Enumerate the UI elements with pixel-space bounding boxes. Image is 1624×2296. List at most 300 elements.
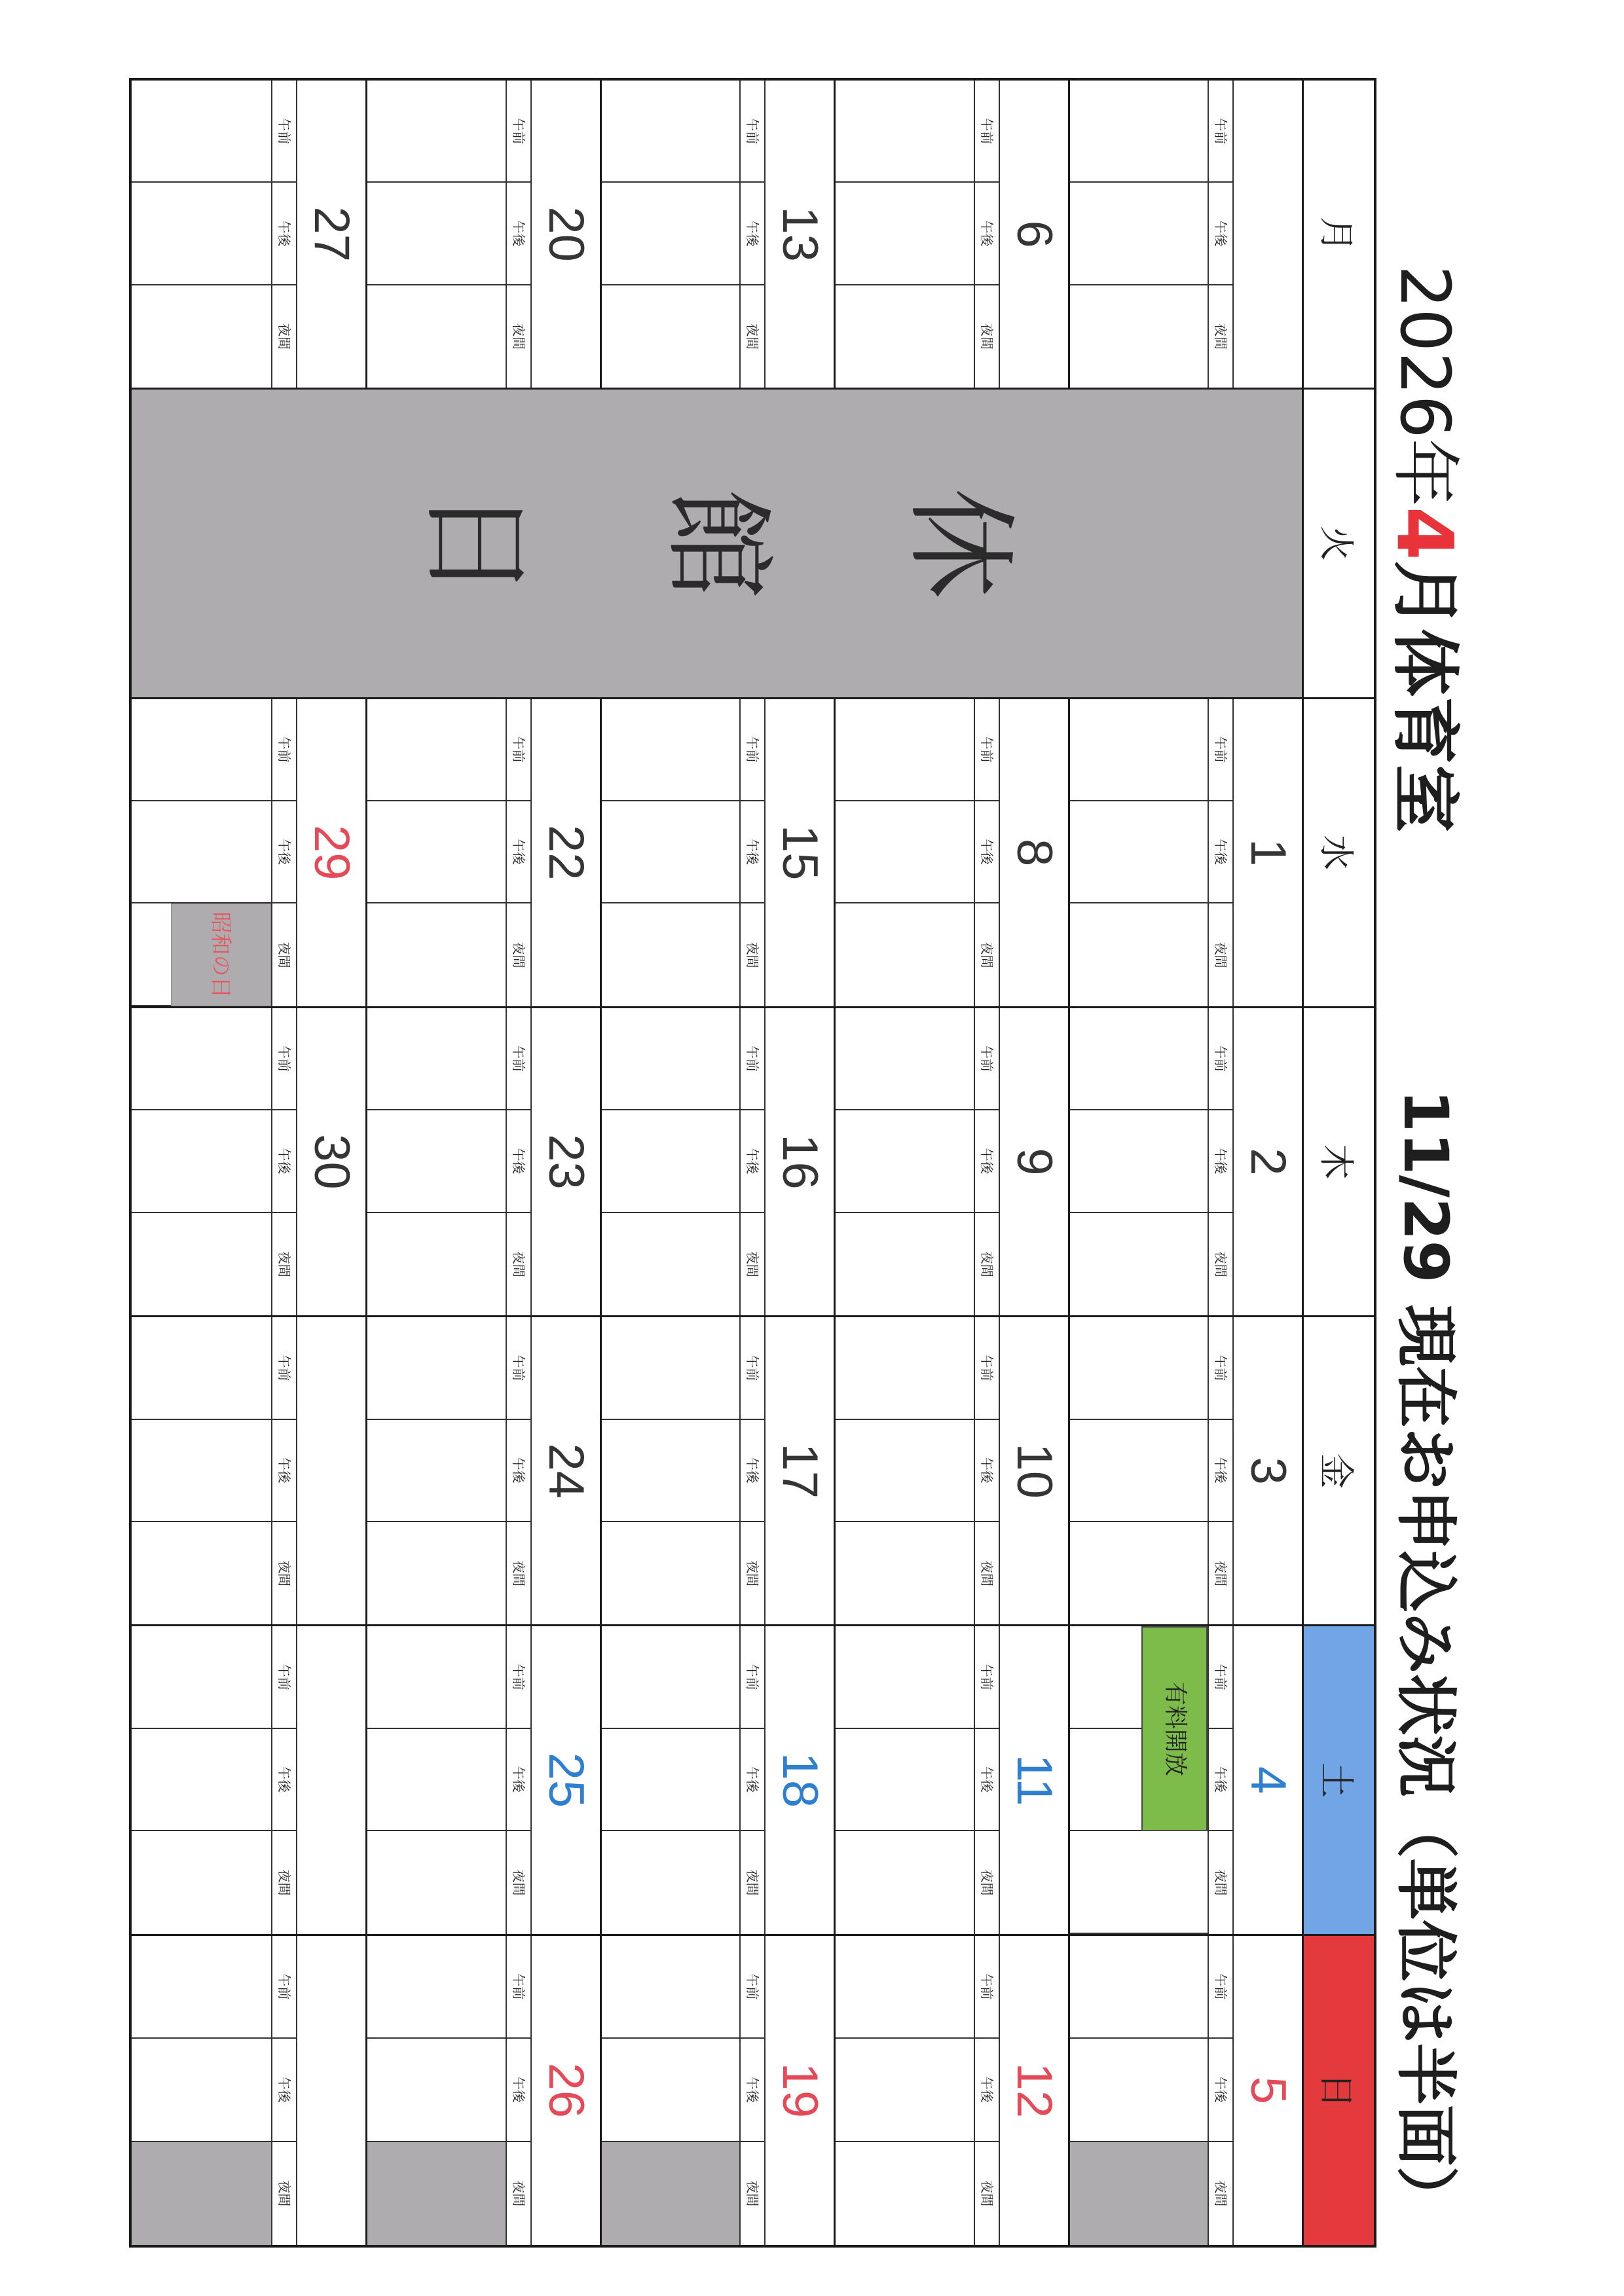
day-cell (365, 81, 599, 390)
slot-cell (836, 903, 973, 1006)
slot-grid (367, 1936, 505, 2245)
slot-cell (602, 1729, 739, 1831)
slot-cell (1070, 1420, 1208, 1522)
slot-label: 午前 (741, 1936, 764, 2039)
slot-grid (602, 1626, 739, 1933)
slot-cell (836, 699, 973, 801)
slot-label-row (271, 699, 297, 1006)
slot-cell (367, 2039, 505, 2141)
slot-label: 午前 (1209, 81, 1232, 183)
slot-grid (132, 1008, 271, 1315)
slot-label: 午後 (741, 183, 764, 285)
slot-cell (836, 1522, 973, 1624)
slot-label: 午前 (741, 1626, 764, 1728)
slot-cell (132, 2039, 271, 2141)
slot-label-row (1208, 1317, 1234, 1624)
slot-grid (367, 1008, 505, 1315)
slot-cell (367, 183, 505, 285)
slot-label: 午前 (272, 1936, 296, 2039)
slot-cell (602, 183, 739, 285)
slot-grid (602, 699, 739, 1006)
slot-label: 夜間 (978, 1869, 995, 1896)
slot-grid (367, 1626, 505, 1933)
slot-label: 午前 (975, 699, 999, 801)
slot-cell (602, 903, 739, 1006)
slot-cell (602, 1626, 739, 1728)
slot-label: 夜間 (745, 941, 761, 968)
slot-label: 午前 (507, 1936, 530, 2039)
day-cell (132, 1008, 365, 1317)
slot-label: 午後 (1209, 1729, 1232, 1831)
day-cell (600, 1317, 834, 1626)
slot-label: 午前 (741, 1317, 764, 1419)
day-cell (834, 1317, 1067, 1626)
slot-label: 午後 (272, 183, 296, 285)
slot-label-row (739, 1936, 766, 2245)
day-number: 20 (538, 206, 594, 262)
title-year: 2026年 (1385, 265, 1465, 507)
slot-label: 午後 (272, 2039, 296, 2141)
closed-day-char: 館 (652, 487, 782, 599)
slot-cell (132, 1110, 271, 1212)
slot-label: 夜間 (745, 1250, 761, 1277)
slot-cell (132, 1213, 271, 1315)
slot-label: 午後 (507, 2039, 530, 2141)
slot-label: 夜間 (510, 1560, 526, 1587)
day-cell (1068, 1317, 1302, 1626)
slot-label-row (974, 1008, 1000, 1315)
slot-label: 夜間 (978, 941, 995, 968)
slot-cell (836, 1831, 973, 1933)
slot-label: 午前 (975, 1008, 999, 1110)
day-cell (132, 1626, 365, 1935)
day-cell (1068, 1626, 1302, 1935)
slot-cell (367, 1110, 505, 1212)
slot-label: 午前 (1209, 1317, 1232, 1419)
slot-cell (367, 1936, 505, 2039)
slot-cell (1070, 1110, 1208, 1212)
slot-cell (602, 285, 739, 388)
slot-label-row (1208, 1936, 1234, 2245)
slot-label: 午前 (975, 1626, 999, 1728)
slot-cell (836, 1420, 973, 1522)
slot-label: 夜間 (510, 323, 526, 350)
slot-label: 午後 (1209, 2039, 1232, 2141)
slot-cell-unavailable (132, 2142, 271, 2245)
holiday-note: 昭和の日 (171, 903, 272, 1006)
day-number: 18 (772, 1752, 828, 1808)
slot-cell (602, 1420, 739, 1522)
day-cell (600, 81, 834, 390)
slot-cell (836, 1729, 973, 1831)
slot-cell (367, 1317, 505, 1419)
day-number (297, 1936, 365, 2245)
slot-cell (132, 1420, 271, 1522)
slot-cell (1070, 2039, 1208, 2141)
slot-cell (602, 1110, 739, 1212)
slot-grid (836, 1317, 973, 1624)
day-number: 29 (304, 824, 360, 881)
slot-cell (132, 1936, 271, 2039)
slot-cell (602, 81, 739, 183)
slot-label: 夜間 (978, 1560, 995, 1587)
slot-cell (1070, 1213, 1208, 1315)
slot-label: 夜間 (978, 1250, 995, 1277)
day-number: 30 (304, 1134, 360, 1190)
slot-grid (132, 699, 271, 1006)
day-cell (365, 1317, 599, 1626)
slot-grid (367, 699, 505, 1006)
slot-cell (367, 285, 505, 388)
day-cell (132, 1317, 365, 1626)
day-cell (1068, 1008, 1302, 1317)
slot-cell (1070, 903, 1208, 1006)
slot-cell (132, 1626, 271, 1728)
slot-cell (1070, 801, 1208, 903)
slot-cell (836, 1110, 973, 1212)
slot-cell (836, 1008, 973, 1110)
slot-label-row (506, 1936, 532, 2245)
day-number: 25 (538, 1752, 594, 1808)
slot-label-row (1208, 81, 1234, 388)
slot-cell (1070, 1317, 1208, 1419)
slot-cell (367, 1213, 505, 1315)
day-number: 17 (772, 1443, 828, 1499)
slot-label: 午前 (741, 1008, 764, 1110)
day-number: 23 (538, 1134, 594, 1190)
slot-cell (602, 1317, 739, 1419)
slot-cell (367, 699, 505, 801)
slot-cell (602, 1936, 739, 2039)
slot-label: 午後 (741, 2039, 764, 2141)
day-cell (834, 1008, 1067, 1317)
slot-label: 午後 (741, 801, 764, 903)
day-cell (365, 1936, 599, 2245)
day-cell (834, 699, 1067, 1008)
slot-cell (602, 1831, 739, 1933)
slot-label-row (1208, 1626, 1234, 1933)
slot-grid (1070, 1008, 1208, 1315)
slot-label: 午後 (741, 1729, 764, 1831)
slot-cell (1070, 81, 1208, 183)
slot-grid (132, 81, 271, 388)
slot-label-row (1208, 1008, 1234, 1315)
slot-cell (836, 1317, 973, 1419)
slot-cell-unavailable (602, 2142, 739, 2245)
slot-cell-unavailable (1070, 2142, 1208, 2245)
slot-cell (836, 285, 973, 388)
calendar-title (1376, 265, 1473, 833)
day-number: 22 (538, 824, 594, 881)
day-number: 12 (1006, 2062, 1062, 2119)
slot-label: 夜間 (276, 1250, 293, 1277)
slot-label-row (739, 699, 766, 1006)
slot-label: 午後 (272, 801, 296, 903)
title-facility: 月体育室 (1385, 560, 1465, 833)
slot-label: 夜間 (1213, 941, 1228, 968)
day-number: 26 (538, 2062, 594, 2119)
slot-label: 夜間 (1213, 1250, 1228, 1277)
slot-label: 午後 (741, 1110, 764, 1212)
title-month: 4 (1380, 506, 1470, 560)
day-number (297, 1317, 365, 1624)
slot-cell (836, 2039, 973, 2141)
slot-label-row (271, 1936, 297, 2245)
slot-label: 午前 (272, 1626, 296, 1728)
slot-label: 午前 (1209, 1626, 1232, 1728)
slot-label: 午後 (975, 183, 999, 285)
slot-cell (836, 801, 973, 903)
slot-grid (1070, 1626, 1208, 1933)
slot-label: 午前 (741, 699, 764, 801)
day-number: 1 (1240, 839, 1296, 867)
slot-cell (367, 1626, 505, 1728)
slot-label: 夜間 (745, 1560, 761, 1587)
slot-label: 午前 (975, 1936, 999, 2039)
day-cell (600, 1008, 834, 1317)
slot-cell (132, 1008, 271, 1110)
slot-label: 夜間 (276, 323, 293, 350)
slot-grid (602, 1008, 739, 1315)
slot-cell (132, 1522, 271, 1624)
slot-label: 午前 (1209, 699, 1232, 801)
slot-label: 夜間 (510, 2180, 526, 2207)
slot-grid (836, 1008, 973, 1315)
slot-label: 夜間 (978, 2180, 995, 2207)
calendar-table (129, 78, 1376, 2248)
slot-label: 夜間 (510, 941, 526, 968)
slot-grid (836, 1936, 973, 2245)
weekday-header: 金 (1302, 1317, 1374, 1626)
slot-label: 午前 (507, 81, 530, 183)
slot-label: 夜間 (276, 2180, 293, 2207)
day-number: 3 (1240, 1457, 1296, 1485)
day-cell (600, 1626, 834, 1935)
day-cell (600, 1936, 834, 2245)
slot-label-row (1208, 699, 1234, 1006)
slot-label: 午後 (1209, 183, 1232, 285)
slot-grid (1070, 81, 1208, 388)
slot-grid (1070, 1317, 1208, 1624)
day-number: 9 (1006, 1148, 1062, 1176)
slot-label-row (271, 81, 297, 388)
slot-cell (1070, 1522, 1208, 1624)
slot-cell (367, 1831, 505, 1933)
slot-label-row (739, 1008, 766, 1315)
day-cell (365, 1008, 599, 1317)
weekday-header: 月 (1302, 81, 1374, 390)
slot-grid (602, 1936, 739, 2245)
slot-label-row (974, 1317, 1000, 1624)
slot-cell (602, 699, 739, 801)
weekday-header: 水 (1302, 699, 1374, 1008)
day-number: 19 (772, 2062, 828, 2119)
slot-grid (367, 1317, 505, 1624)
day-cell (1068, 699, 1302, 1008)
closed-day-column (132, 390, 1302, 699)
slot-cell (367, 1729, 505, 1831)
slot-label-row (739, 81, 766, 388)
closed-day-char: 休 (894, 487, 1024, 599)
slot-label: 午前 (507, 1626, 530, 1728)
slot-cell (1070, 699, 1208, 801)
slot-cell (602, 1213, 739, 1315)
day-number: 8 (1006, 839, 1062, 867)
slot-cell (367, 1008, 505, 1110)
weekday-header: 火 (1302, 390, 1374, 699)
slot-label: 午前 (507, 699, 530, 801)
slot-grid (132, 1626, 271, 1933)
slot-label: 午前 (272, 1008, 296, 1110)
day-number: 11 (1006, 1754, 1062, 1806)
slot-cell (367, 801, 505, 903)
slot-label: 夜間 (745, 2180, 761, 2207)
slot-cell (132, 1729, 271, 1831)
slot-label: 午後 (975, 1729, 999, 1831)
slot-grid (602, 81, 739, 388)
slot-label: 午前 (741, 81, 764, 183)
slot-label: 夜間 (510, 1869, 526, 1896)
slot-label: 午前 (507, 1317, 530, 1419)
slot-label: 午後 (975, 1110, 999, 1212)
slot-label: 夜間 (276, 1560, 293, 1587)
slot-label: 午後 (1209, 1420, 1232, 1522)
slot-label-row (506, 1317, 532, 1624)
calendar-sheet (129, 78, 1473, 2248)
slot-label: 午後 (975, 2039, 999, 2141)
slot-label-row (739, 1317, 766, 1624)
slot-grid (367, 81, 505, 388)
slot-cell (1070, 183, 1208, 285)
slot-label: 午後 (272, 1420, 296, 1522)
slot-cell-unavailable (367, 2142, 505, 2245)
slot-label: 午後 (975, 801, 999, 903)
slot-label: 夜間 (276, 1869, 293, 1896)
slot-label: 夜間 (276, 941, 293, 968)
slot-label-row (506, 699, 532, 1006)
slot-label: 午前 (1209, 1936, 1232, 2039)
day-cell (834, 1626, 1067, 1935)
day-number: 4 (1240, 1766, 1296, 1795)
slot-label: 午前 (272, 81, 296, 183)
day-cell (132, 699, 365, 1008)
closed-day-char: 日 (409, 487, 540, 599)
slot-label: 夜間 (1213, 323, 1228, 350)
day-cell (600, 699, 834, 1008)
slot-label: 午前 (507, 1008, 530, 1110)
slot-grid (602, 1317, 739, 1624)
day-number: 6 (1006, 220, 1062, 248)
slot-label: 午後 (741, 1420, 764, 1522)
day-cell (365, 1626, 599, 1935)
slot-label: 夜間 (745, 323, 761, 350)
slot-grid (836, 1626, 973, 1933)
slot-cell (132, 81, 271, 183)
slot-label: 午後 (272, 1729, 296, 1831)
slot-label-row (271, 1317, 297, 1624)
slot-label-row (974, 81, 1000, 388)
day-cell (132, 81, 365, 390)
slot-grid (836, 699, 973, 1006)
day-cell (1068, 81, 1302, 390)
slot-label: 夜間 (1213, 2180, 1228, 2207)
slot-cell (1070, 1008, 1208, 1110)
slot-label: 午後 (507, 801, 530, 903)
weekday-header: 土 (1302, 1626, 1374, 1935)
slot-cell (132, 183, 271, 285)
slot-cell (132, 699, 271, 801)
slot-label-row (974, 1936, 1000, 2245)
slot-label: 午後 (507, 183, 530, 285)
slot-cell (602, 1522, 739, 1624)
slot-cell (602, 1008, 739, 1110)
slot-label: 午後 (1209, 1110, 1232, 1212)
slot-label: 午後 (975, 1420, 999, 1522)
slot-label-row (271, 1008, 297, 1315)
weekday-header: 日 (1302, 1936, 1374, 2245)
slot-grid (132, 1317, 271, 1624)
day-cell (365, 699, 599, 1008)
day-number: 2 (1240, 1148, 1296, 1176)
day-cell (132, 1936, 365, 2245)
slot-cell (132, 1831, 271, 1933)
day-number: 27 (304, 206, 360, 262)
day-number: 15 (772, 824, 828, 881)
slot-label: 夜間 (745, 1869, 761, 1896)
day-number: 13 (772, 206, 828, 262)
slot-cell (602, 2039, 739, 2141)
slot-label-row (974, 699, 1000, 1006)
slot-label-row (506, 1008, 532, 1315)
slot-label: 午後 (1209, 801, 1232, 903)
slot-label: 夜間 (510, 1250, 526, 1277)
day-cell (834, 1936, 1067, 2245)
slot-label-row (974, 1626, 1000, 1933)
slot-cell (836, 1626, 973, 1728)
slot-label-row (271, 1626, 297, 1933)
day-number (1234, 81, 1302, 388)
slot-cell (1070, 1831, 1208, 1933)
day-number: 5 (1240, 2076, 1296, 2104)
slot-cell (836, 1936, 973, 2039)
slot-cell (367, 1420, 505, 1522)
slot-label: 午前 (975, 1317, 999, 1419)
slot-cell (836, 2142, 973, 2245)
day-number: 10 (1006, 1443, 1062, 1499)
slot-label: 夜間 (1213, 1560, 1228, 1587)
slot-cell (132, 1317, 271, 1419)
slot-cell (1070, 285, 1208, 388)
weekday-header: 木 (1302, 1008, 1374, 1317)
day-number: 16 (772, 1134, 828, 1190)
booking-status-note: 11/29 現在お申込み状況（単位は半面） (1390, 1089, 1461, 2228)
slot-cell (602, 801, 739, 903)
slot-label-row (739, 1626, 766, 1933)
day-cell (834, 81, 1067, 390)
slot-label: 夜間 (1213, 1869, 1228, 1896)
slot-label: 夜間 (978, 323, 995, 350)
slot-cell (836, 183, 973, 285)
day-cell (1068, 1936, 1302, 2245)
slot-label: 午前 (975, 81, 999, 183)
slot-grid (836, 81, 973, 388)
slot-grid (1070, 1936, 1208, 2245)
paid-open-badge: 有料開放 (1141, 1626, 1208, 1831)
slot-label: 午前 (272, 1317, 296, 1419)
slot-label: 午前 (272, 699, 296, 801)
day-number: 24 (538, 1443, 594, 1499)
slot-label: 午後 (507, 1420, 530, 1522)
